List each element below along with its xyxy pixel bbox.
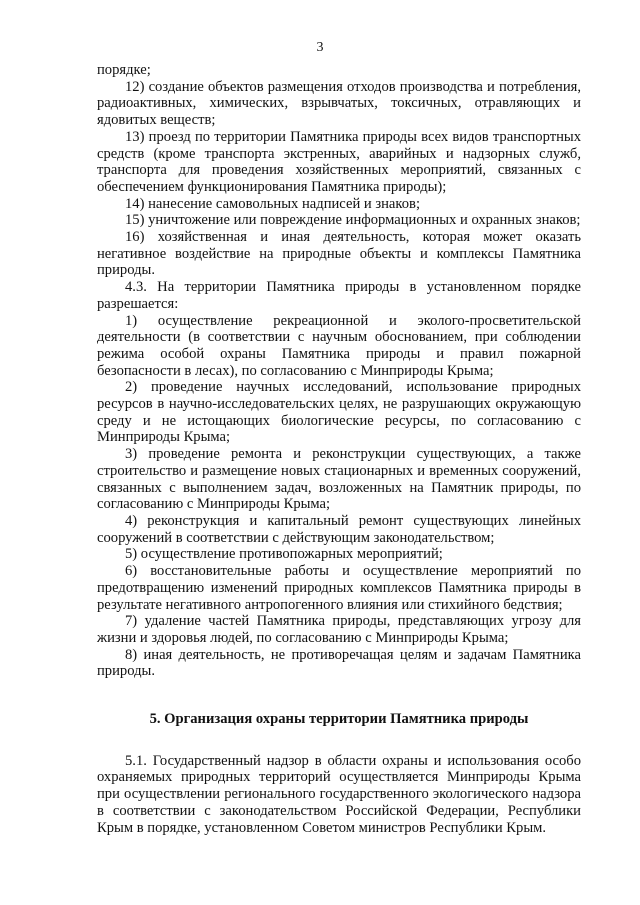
paragraph: порядке; bbox=[97, 62, 151, 78]
paragraph: 12) создание объектов размещения отходов производства и потребления, радиоактивных, химических, взрывчатых, токсичных, отравляющих и ядовитых веществ; bbox=[97, 78, 581, 129]
paragraph: 15) уничтожение или повреждение информационных и охранных знаков; bbox=[125, 212, 581, 229]
section5-paragraph: 5.1. Государственный надзор в области охраны и использования особо охраняемых природных территорий осуществляется Минприроды Крыма при осуществлении регионального государственного экологического надзора в соответствии с законодательством Российской Федерации, Республики Крым в порядке, установленном Советом министров Республики Крым. bbox=[97, 752, 581, 836]
paragraph: 14) нанесение самовольных надписей и знаков; bbox=[125, 195, 421, 212]
section-heading: 5. Организация охраны территории Памятника природы bbox=[149, 711, 529, 728]
document-body bbox=[97, 62, 581, 836]
paragraph: 1) осуществление рекреационной и эколого-просветительской деятельности (в соответствии с научным обоснованием, при соблюдении режима особой охраны Памятника природы и правил пожарной безопасности в лесах), по согласованию с Минприроды Крыма; bbox=[97, 312, 581, 379]
paragraph: 8) иная деятельность, не противоречащая целям и задачам Памятника природы. bbox=[97, 646, 581, 680]
paragraph: 5) осуществление противопожарных мероприятий; bbox=[125, 546, 443, 563]
paragraph: 4) реконструкция и капитальный ремонт существующих линейных сооружений в соответствии с действующим законодательством; bbox=[97, 512, 581, 546]
paragraph: 3) проведение ремонта и реконструкции существующих, а также строительство и размещение новых стационарных и временных сооружений, связанных с выполнением задач, возложенных на Памятник природы, по согласованию с Минприроды Крыма; bbox=[97, 446, 581, 513]
paragraph-list bbox=[97, 62, 581, 680]
paragraph: 7) удаление частей Памятника природы, представляющих угрозу для жизни и здоровья людей, по согласованию с Минприроды Крыма; bbox=[97, 613, 581, 646]
paragraph: 2) проведение научных исследований, использование природных ресурсов в научно-исследовательских целях, не разрушающих окружающую среду и не истощающих биологические ресурсы, по согласованию с Минприроды Крыма; bbox=[97, 379, 581, 446]
paragraph: 6) восстановительные работы и осуществление мероприятий по предотвращению изменений природных комплексов Памятника природы в результате негативного антропогенного влияния или стихийного бедствия; bbox=[97, 563, 581, 613]
page-number: 3 bbox=[316, 40, 324, 55]
paragraph: 4.3. На территории Памятника природы в установленном порядке разрешается: bbox=[97, 279, 581, 312]
paragraph: 16) хозяйственная и иная деятельность, которая может оказать негативное воздействие на природные объекты и комплексы Памятника природы. bbox=[97, 229, 581, 279]
paragraph: 13) проезд по территории Памятника природы всех видов транспортных средств (кроме транспорта экстренных, аварийных и надзорных служб, транспорта для проведения хозяйственных мероприятий, связанных с обеспечением функционирования Памятника природы); bbox=[97, 128, 581, 195]
